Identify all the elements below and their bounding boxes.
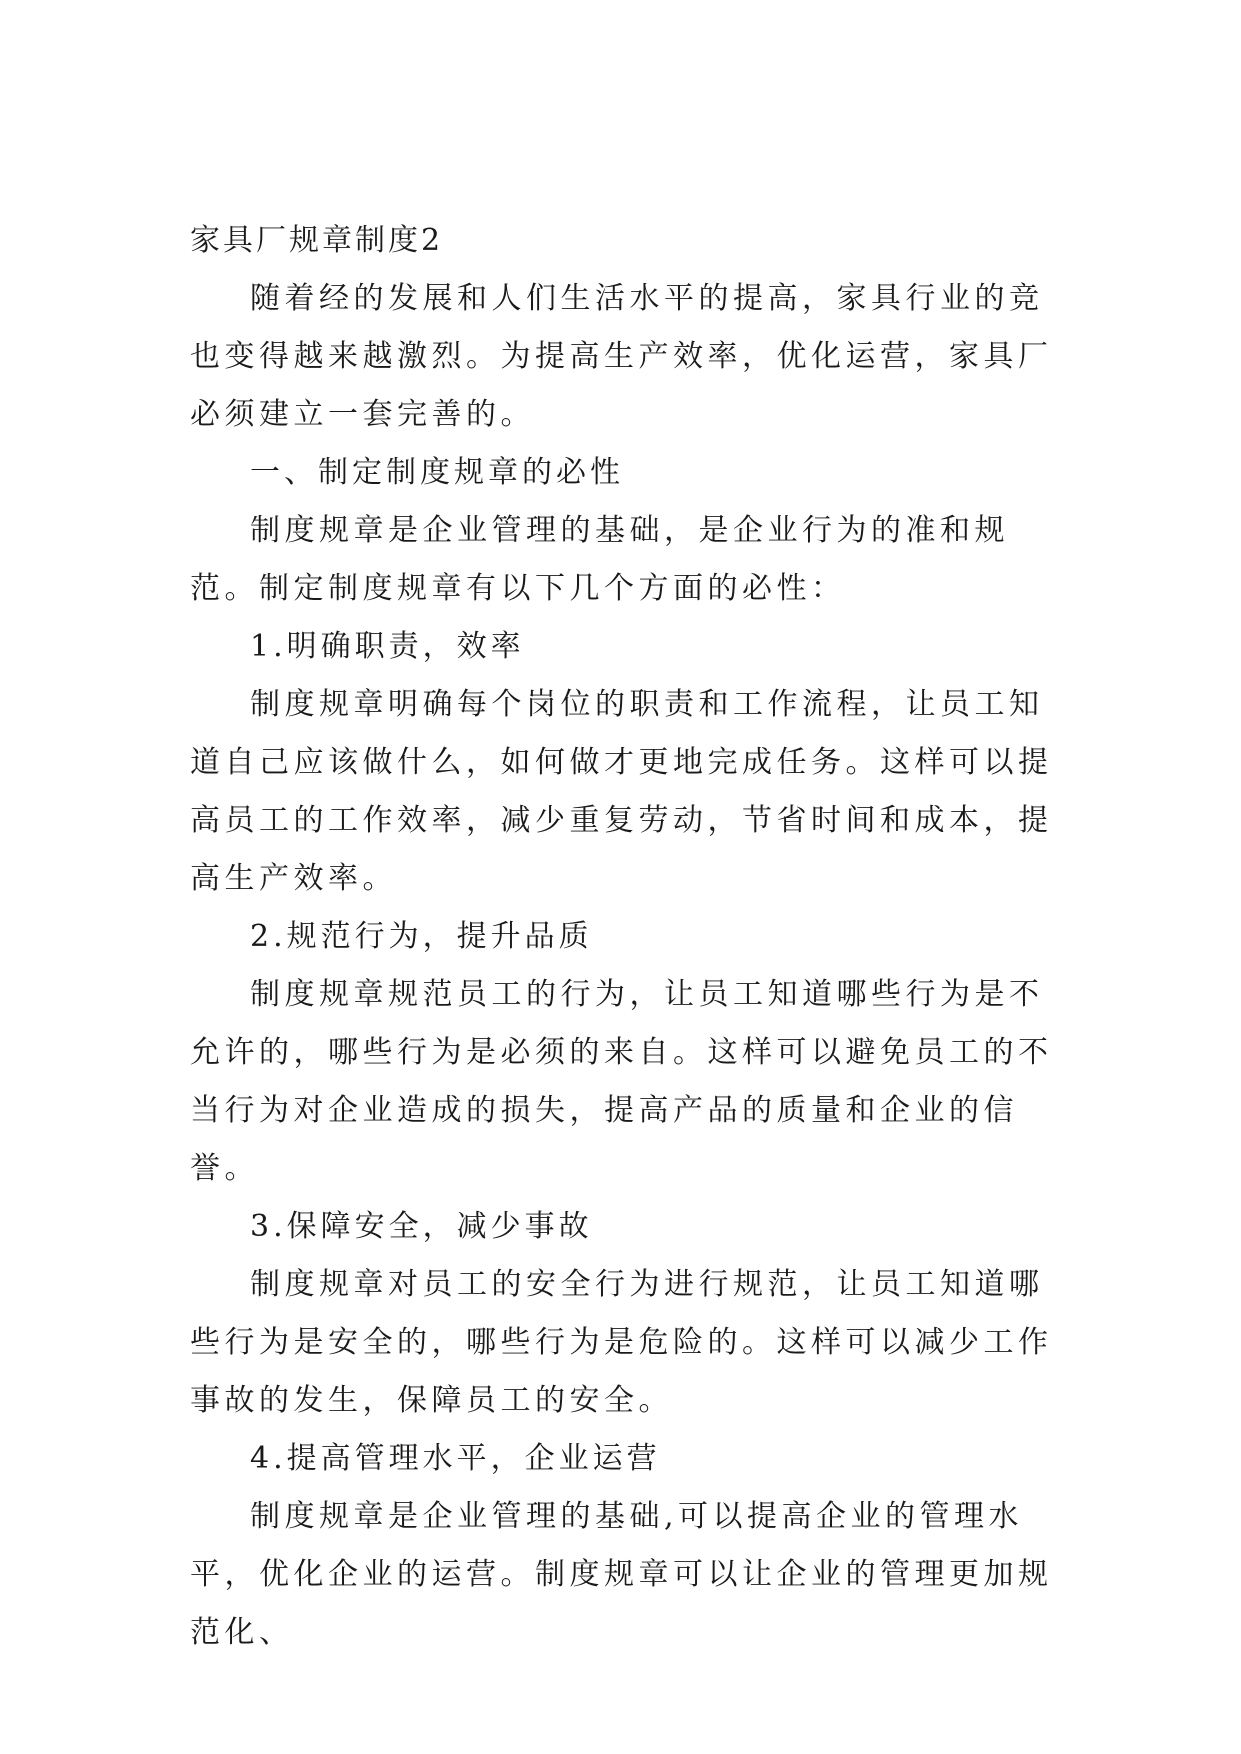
point-heading-3: 3.保障安全，减少事故 (250, 1209, 593, 1244)
point-paragraph-1: 制度规章明确每个岗位的职责和工作流程，让员工知道自己应该做什么，如何做才更地完成任务。这样可以提高员工的工作效率，减少重复劳动，节省时间和成本，提高生产效率。 (190, 687, 1053, 896)
point-heading-2: 2.规范行为，提升品质 (250, 919, 593, 954)
point-paragraph-2: 制度规章规范员工的行为，让员工知道哪些行为是不允许的，哪些行为是必须的来自。这样可以避免员工的不当行为对企业造成的损失，提高产品的质量和企业的信誉。 (190, 977, 1053, 1186)
intro-paragraph: 随着经的发展和人们生活水平的提高，家具行业的竞也变得越来越激烈。为提高生产效率，优化运营，家具厂必须建立一套完善的。 (190, 281, 1053, 432)
point-heading-4: 4.提高管理水平，企业运营 (250, 1441, 661, 1476)
document-body (190, 212, 1060, 1662)
point-paragraph-3: 制度规章对员工的安全行为进行规范，让员工知道哪些行为是安全的，哪些行为是危险的。这样可以减少工作事故的发生，保障员工的安全。 (190, 1267, 1053, 1418)
point-heading-1: 1.明确职责，效率 (250, 629, 525, 664)
document-title: 家具厂规章制度2 (190, 223, 444, 258)
point-paragraph-4: 制度规章是企业管理的基础,可以提高企业的管理水平，优化企业的运营。制度规章可以让企业的管理更加规范化、 (190, 1499, 1053, 1650)
necessity-paragraph: 制度规章是企业管理的基础，是企业行为的准和规范。制定制度规章有以下几个方面的必性： (190, 513, 1009, 606)
section-heading-necessity: 一、制定制度规章的必性 (250, 455, 624, 490)
